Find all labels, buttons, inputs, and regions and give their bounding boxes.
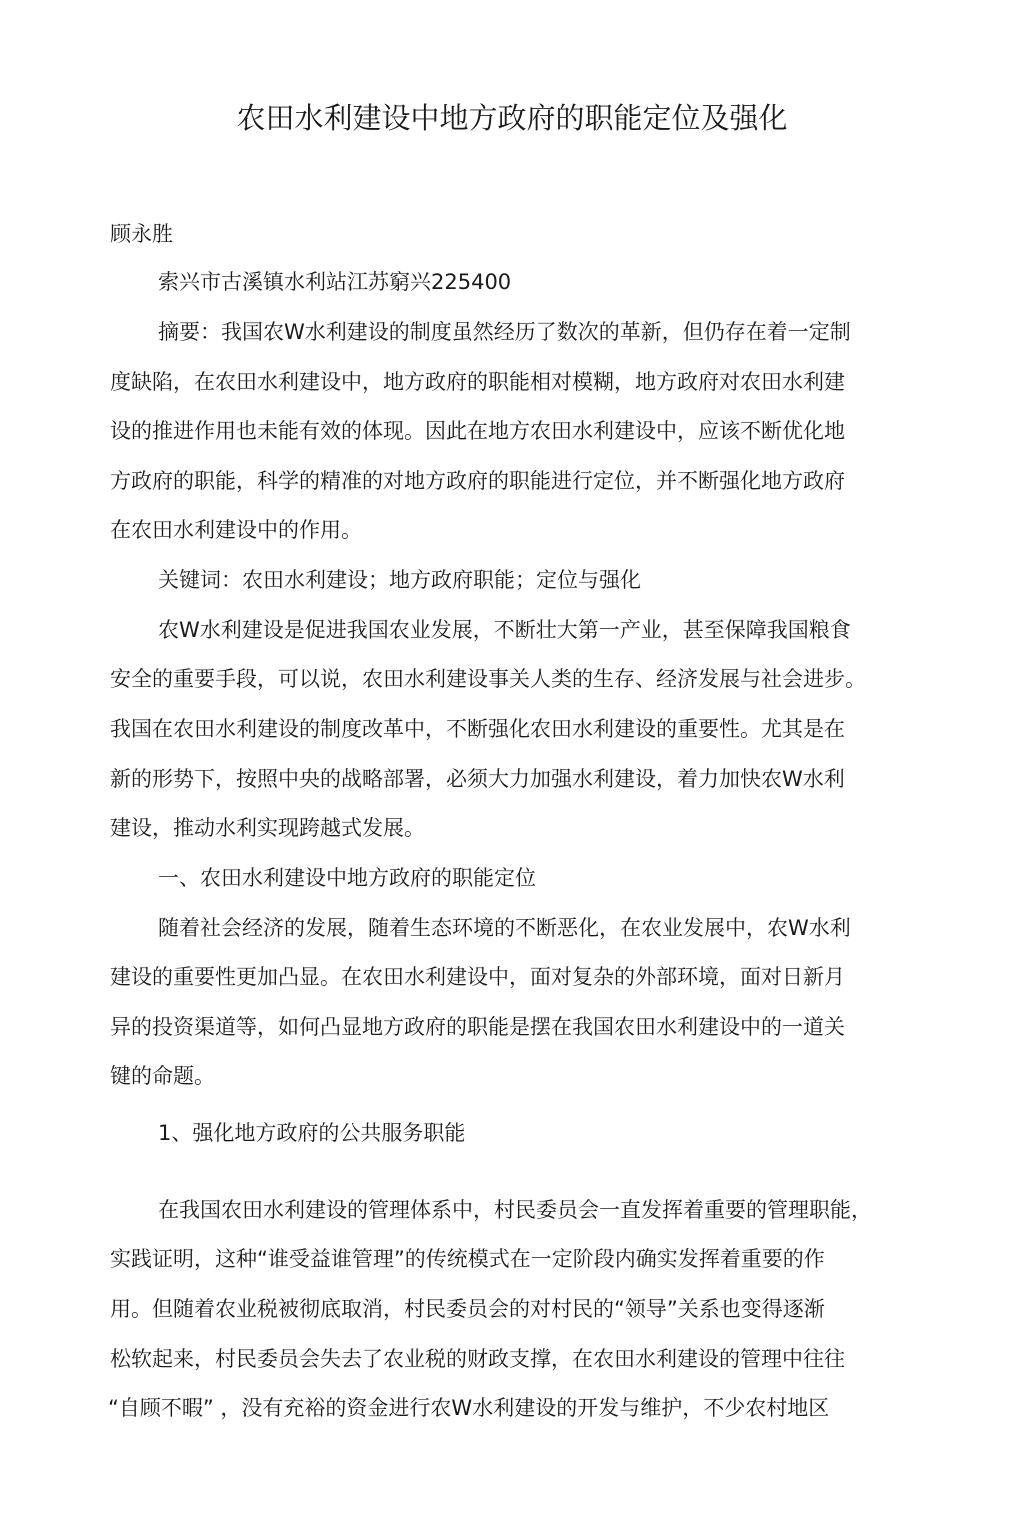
abstract-line: 度缺陷，在农田水利建设中，地方政府的职能相对模糊，地方政府对农田水利建 xyxy=(110,370,845,394)
abstract-line: 方政府的职能，科学的精准的对地方政府的职能进行定位，并不断强化地方政府 xyxy=(110,469,845,493)
intro-line: 新的形势下，按照中央的战略部署，必须大力加强水利建设，着力加快农W水利 xyxy=(110,767,845,791)
subsection1-line: 在我国农田水利建设的管理体系中，村民委员会一直发挥着重要的管理职能， xyxy=(158,1198,872,1222)
subsection1-line: 松软起来，村民委员会失去了农业税的财政支撑，在农田水利建设的管理中往往 xyxy=(110,1347,845,1371)
abstract-line: 摘要：我国农W水利建设的制度虽然经历了数次的革新，但仍存在着一定制 xyxy=(158,320,851,344)
document-title: 农田水利建设中地方政府的职能定位及强化 xyxy=(236,101,788,135)
intro-line: 建设，推动水利实现跨越式发展。 xyxy=(110,816,425,840)
author-affiliation: 索兴市古溪镇水利站江苏窮兴225400 xyxy=(158,270,512,294)
subsection-heading: 1、强化地方政府的公共服务职能 xyxy=(158,1121,466,1145)
intro-line: 安全的重要手段，可以说，农田水利建设事关人类的生存、经济发展与社会进步。 xyxy=(110,667,866,691)
author-name: 顾永胜 xyxy=(110,222,173,246)
subsection1-line: 实践证明，这种“谁受益谁管理”的传统模式在一定阶段内确实发挥着重要的作 xyxy=(110,1247,825,1271)
subsection1-line: “自顾不暇” ，没有充裕的资金进行农W水利建设的开发与维护，不少农村地区 xyxy=(108,1396,830,1420)
intro-line: 我国在农田水利建设的制度改革中，不断强化农田水利建设的重要性。尤其是在 xyxy=(110,717,845,741)
section-heading: 一、农田水利建设中地方政府的职能定位 xyxy=(158,866,536,890)
section1-line: 建设的重要性更加凸显。在农田水利建设中，面对复杂的外部环境，面对日新月 xyxy=(110,965,845,989)
keywords-line: 关键词：农田水利建设；地方政府职能；定位与强化 xyxy=(158,568,641,592)
section1-line: 随着社会经济的发展，随着生态环境的不断恶化，在农业发展中，农W水利 xyxy=(158,916,851,940)
intro-line: 农W水利建设是促进我国农业发展，不断壮大第一产业，甚至保障我国粮食 xyxy=(158,618,851,642)
section1-line: 键的命题。 xyxy=(110,1064,215,1088)
abstract-line: 在农田水利建设中的作用。 xyxy=(110,518,362,542)
abstract-line: 设的推进作用也未能有效的体现。因此在地方农田水利建设中，应该不断优化地 xyxy=(110,419,845,443)
subsection1-line: 用。但随着农业税被彻底取消，村民委员会的对村民的“领导”关系也变得逐渐 xyxy=(110,1297,825,1321)
section1-line: 异的投资渠道等，如何凸显地方政府的职能是摆在我国农田水利建设中的一道关 xyxy=(110,1015,845,1039)
